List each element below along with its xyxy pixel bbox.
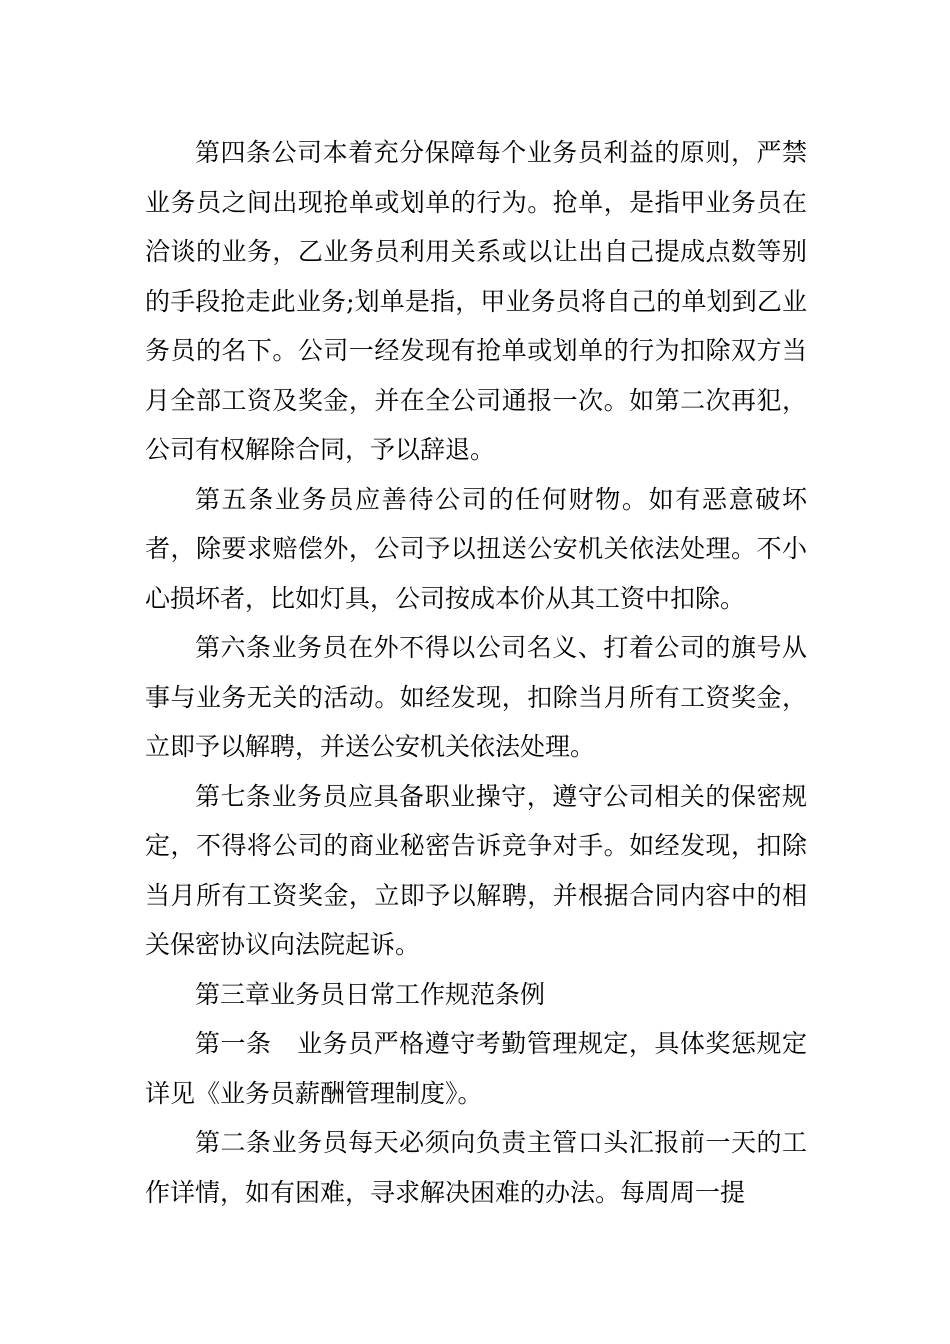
article-7-paragraph: 第七条业务员应具备职业操守，遵守公司相关的保密规定，不得将公司的商业秘密告诉竞争对手。如经发现，扣除当月所有工资奖金，立即予以解聘，并根据合同内容中的相关保密协议向法院起诉。 <box>145 781 807 959</box>
chapter-3-article-2-paragraph: 第二条业务员每天必须向负责主管口头汇报前一天的工作详情，如有困难，寻求解决困难的办法。每周周一提 <box>145 1128 807 1207</box>
article-4-paragraph: 第四条公司本着充分保障每个业务员利益的原则，严禁业务员之间出现抢单或划单的行为。抢单，是指甲业务员在洽谈的业务，乙业务员利用关系或以让出自己提成点数等别的手段抢走此业务;划单是指，甲业务员将自己的单划到乙业务员的名下。公司一经发现有抢单或划单的行为扣除双方当月全部工资及奖金，并在全公司通报一次。如第二次再犯，公司有权解除合同，予以辞退。 <box>145 138 807 464</box>
article-5-paragraph: 第五条业务员应善待公司的任何财物。如有恶意破坏者，除要求赔偿外，公司予以扭送公安机关依法处理。不小心损坏者，比如灯具，公司按成本价从其工资中扣除。 <box>145 484 807 613</box>
chapter-3-heading: 第三章业务员日常工作规范条例 <box>195 979 546 1009</box>
article-6-paragraph: 第六条业务员在外不得以公司名义、打着公司的旗号从事与业务无关的活动。如经发现，扣除当月所有工资奖金，立即予以解聘，并送公安机关依法处理。 <box>145 633 807 761</box>
document-page <box>145 128 807 1217</box>
chapter-3-article-1-paragraph: 第一条 业务员严格遵守考勤管理规定，具体奖惩规定详见《业务员薪酬管理制度》。 <box>145 1029 807 1108</box>
